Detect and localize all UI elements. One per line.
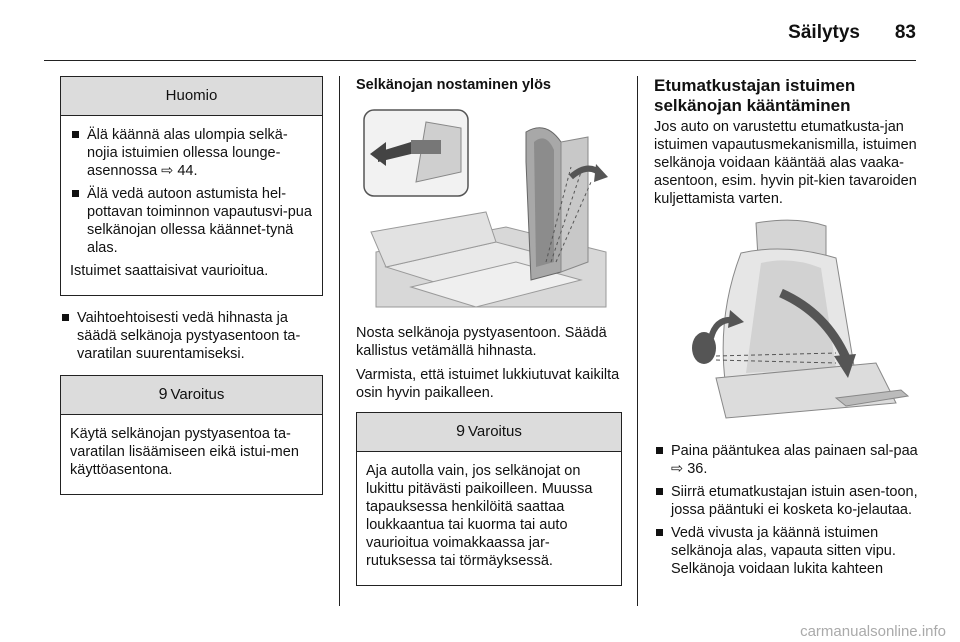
section-heading: Etumatkustajan istuimen selkänojan kääntäminen [654,76,856,115]
page-title: Säilytys [788,22,860,43]
column-divider-1 [339,76,340,606]
column-left [60,76,323,495]
front-seat-fold-illustration [686,218,912,428]
warning-box [60,375,323,495]
page-number: 83 [894,22,916,43]
warning-text: Aja autolla vain, jos selkänojat on lukittu pitävästi paikoilleen. Muussa tapauksessa henkilöitä saattaa loukkaantua tai kuorma tai auto vaurioitua voimakkaassa jar-rutuksessa tai törmäyksessä. [366,463,593,569]
notice-item: Älä käännä alas ulompia selkä-nojia istuimien ollessa lounge-asennossa ⇨ 44. [70,126,314,180]
column-right [654,76,918,583]
notice-box [60,76,323,296]
instruction-list [654,442,918,578]
page-ref[interactable]: 36. [687,461,708,477]
column-middle [356,76,622,586]
instruction-paragraph: Varmista, että istuimet lukkiutuvat kaikilta osin hyvin paikalleen. [356,367,620,401]
instruction-list [60,309,323,363]
warning-box-title: Varoitus [467,423,522,440]
page-ref-arrow-icon: ⇨ [671,461,684,477]
warning-box-title: Varoitus [170,386,225,403]
warning-box [356,412,622,586]
page-header [0,0,960,62]
warning-icon: 9 [158,386,168,403]
page-ref[interactable]: 44. [177,163,198,179]
notice-footer: Istuimet saattaisivat vaurioitua. [70,263,269,279]
front-seat-image [686,218,912,428]
notice-box-title: Huomio [61,77,322,116]
warning-icon: 9 [456,423,465,440]
watermark: carmanualsonline.info [800,623,946,640]
instruction-item: Paina pääntukea alas painaen sal-paa ⇨ 36. [654,442,918,478]
instruction-item: Vedä vivusta ja käännä istuimen selkänoja alas, vapauta sitten vipu. Selkänoja voidaan lukita kahteen [654,524,918,578]
rear-seat-image [356,102,622,314]
instruction-paragraph: Nosta selkänoja pystyasentoon. Säädä kallistus vetämällä hihnasta. [356,325,607,359]
page-ref-arrow-icon: ⇨ [161,163,174,179]
notice-list [70,126,314,257]
warning-text: Käytä selkänojan pystyasentoa ta-varatilan lisäämiseen eikä istui-men käyttöasentona. [70,426,299,478]
instruction-item: Siirrä etumatkustajan istuin asen-toon, jossa pääntuki ei kosketa ko-jelautaa. [654,483,918,519]
notice-item: Älä vedä autoon astumista hel-pottavan toiminnon vapautusvi-pua selkänojan ollessa käännet-tynä alas. [70,185,314,257]
seat-backrest-raise-illustration [356,102,622,314]
intro-paragraph: Jos auto on varustettu etumatkusta-jan istuimen vapautusmekanismilla, istuimen selkänoja voidaan kääntää alas vaaka-asentoon, esim. hyvin pit-kien tavaroiden kuljettamista varten. [654,119,917,207]
header-rule [44,60,916,61]
instruction-item: Vaihtoehtoisesti vedä hihnasta ja säädä selkänoja pystyasentoon ta-varatilan suurentamiseksi. [60,309,323,363]
warning-box-header [61,376,322,415]
warning-box-header [357,413,621,452]
column-divider-2 [637,76,638,606]
section-subheading: Selkänojan nostaminen ylös [356,77,551,93]
